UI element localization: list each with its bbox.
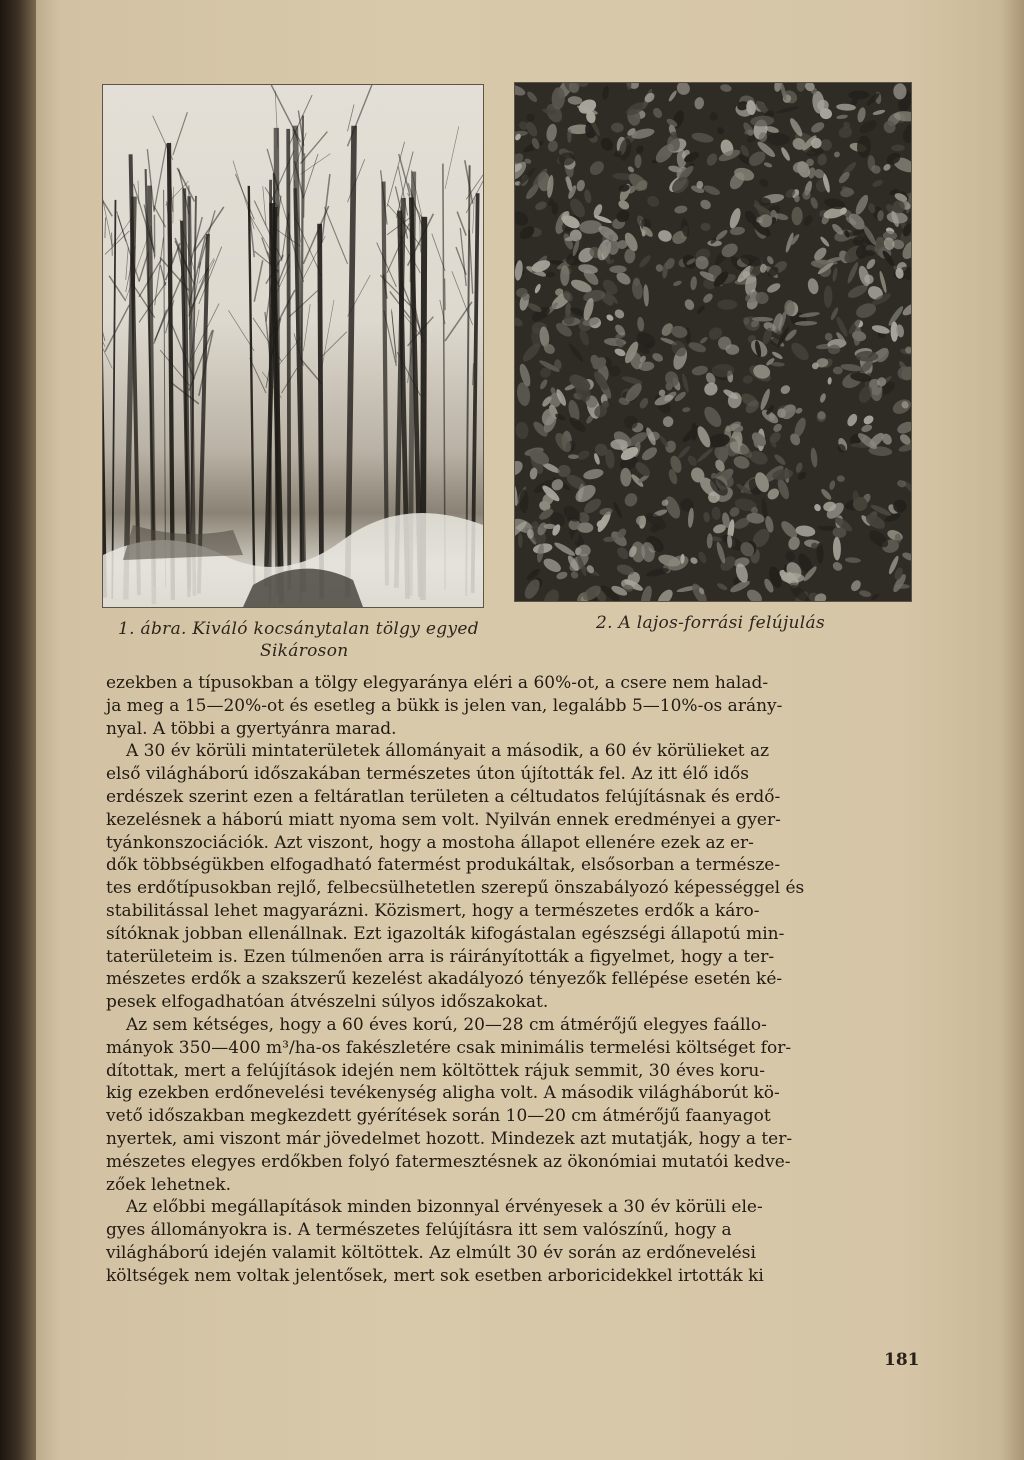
text-line: Az előbbi megállapítások minden bizonnyal érvényesek a 30 év körüli ele- [126,1197,763,1218]
text-line: tyánkonszociációk. Azt viszont, hogy a mostoha állapot ellenére ezek az er- [106,832,754,853]
figure-1-caption: 1. ábra. Kiváló kocsánytalan tölgy egyed [118,619,479,639]
text-line: tes erdőtípusokban rejlő, felbecsülhetetlen szerepű önszabályozó képességgel és [106,878,805,899]
text-line: stabilitással lehet magyarázni. Közismert, hogy a természetes erdők a káro- [106,900,760,921]
text-line: sítóknak jobban ellenállnak. Ezt igazolták kifogástalan egészségi állapotú min- [106,923,785,944]
text-line: világháború idején valamit költöttek. Az elmúlt 30 év során az erdőnevelési [106,1242,756,1263]
text-line: ezekben a típusokban a tölgy elegyaránya eléri a 60%-ot, a csere nem halad- [106,673,769,693]
page-number: 181 [884,1350,920,1370]
text-line: gyes állományokra is. A természetes felújításra itt sem valószínű, hogy a [106,1220,732,1241]
photo-oak-forest-winter [102,84,484,608]
text-line: kig ezekben erdőnevelési tevékenység aligha volt. A második világháborút kö- [106,1083,780,1104]
text-line: első világháború időszakában természetes úton újították fel. Az itt élő idős [106,764,749,785]
text-line: zőek lehetnek. [106,1174,232,1195]
text-line: mányok 350—400 m³/ha-os fakészletére csak minimális termelési költséget for- [106,1037,792,1058]
photo-regeneration-foliage [514,82,912,602]
text-line: Az sem kétséges, hogy a 60 éves korú, 20—28 cm átmérőjű elegyes faállo- [126,1014,767,1035]
text-line: erdészek szerint ezen a feltáratlan területen a céltudatos felújításnak és erdő- [106,786,781,807]
text-line: nyal. A többi a gyertyánra marad. [106,718,397,739]
text-line: mészetes elegyes erdőkben folyó fatermesztésnek az ökonómiai mutatói kedve- [106,1151,791,1172]
text-line: dők többségükben elfogadható fatermést produkáltak, elsősorban a természe- [106,855,781,876]
text-line: dítottak, mert a felújítások idején nem költöttek rájuk semmit, 30 éves koru- [106,1060,766,1081]
text-line: mészetes erdők a szakszerű kezelést akadályozó tényezők fellépése esetén ké- [106,969,783,990]
text-line: kezelésnek a háború miatt nyoma sem volt. Nyilván ennek eredményei a gyer- [106,809,781,830]
text-line: költségek nem voltak jelentősek, mert sok esetben arboricidekkel irtották ki [106,1265,764,1286]
text-line: A 30 év körüli mintaterületek állományait a második, a 60 év körülieket az [126,741,770,762]
figure-1-caption-line2: Sikároson [260,641,349,661]
text-line: nyertek, ami viszont már jövedelmet hozott. Mindezek azt mutatják, hogy a ter- [106,1128,793,1149]
text-line: pesek elfogadhatóan átvészelni súlyos időszakokat. [106,992,549,1013]
text-line: taterületeim is. Ezen túlmenően arra is ráirányították a figyelmet, hogy a ter- [106,946,775,967]
book-spine [0,0,36,1460]
body-text [106,672,924,1288]
text-line: ja meg a 15—20%-ot és esetleg a bükk is jelen van, legalább 5—10%-os arány- [106,695,783,716]
figure-2-caption: 2. A lajos-forrási felújulás [596,613,825,633]
text-line: vető időszakban megkezdett gyérítések során 10—20 cm átmérőjű faanyagot [106,1106,771,1127]
